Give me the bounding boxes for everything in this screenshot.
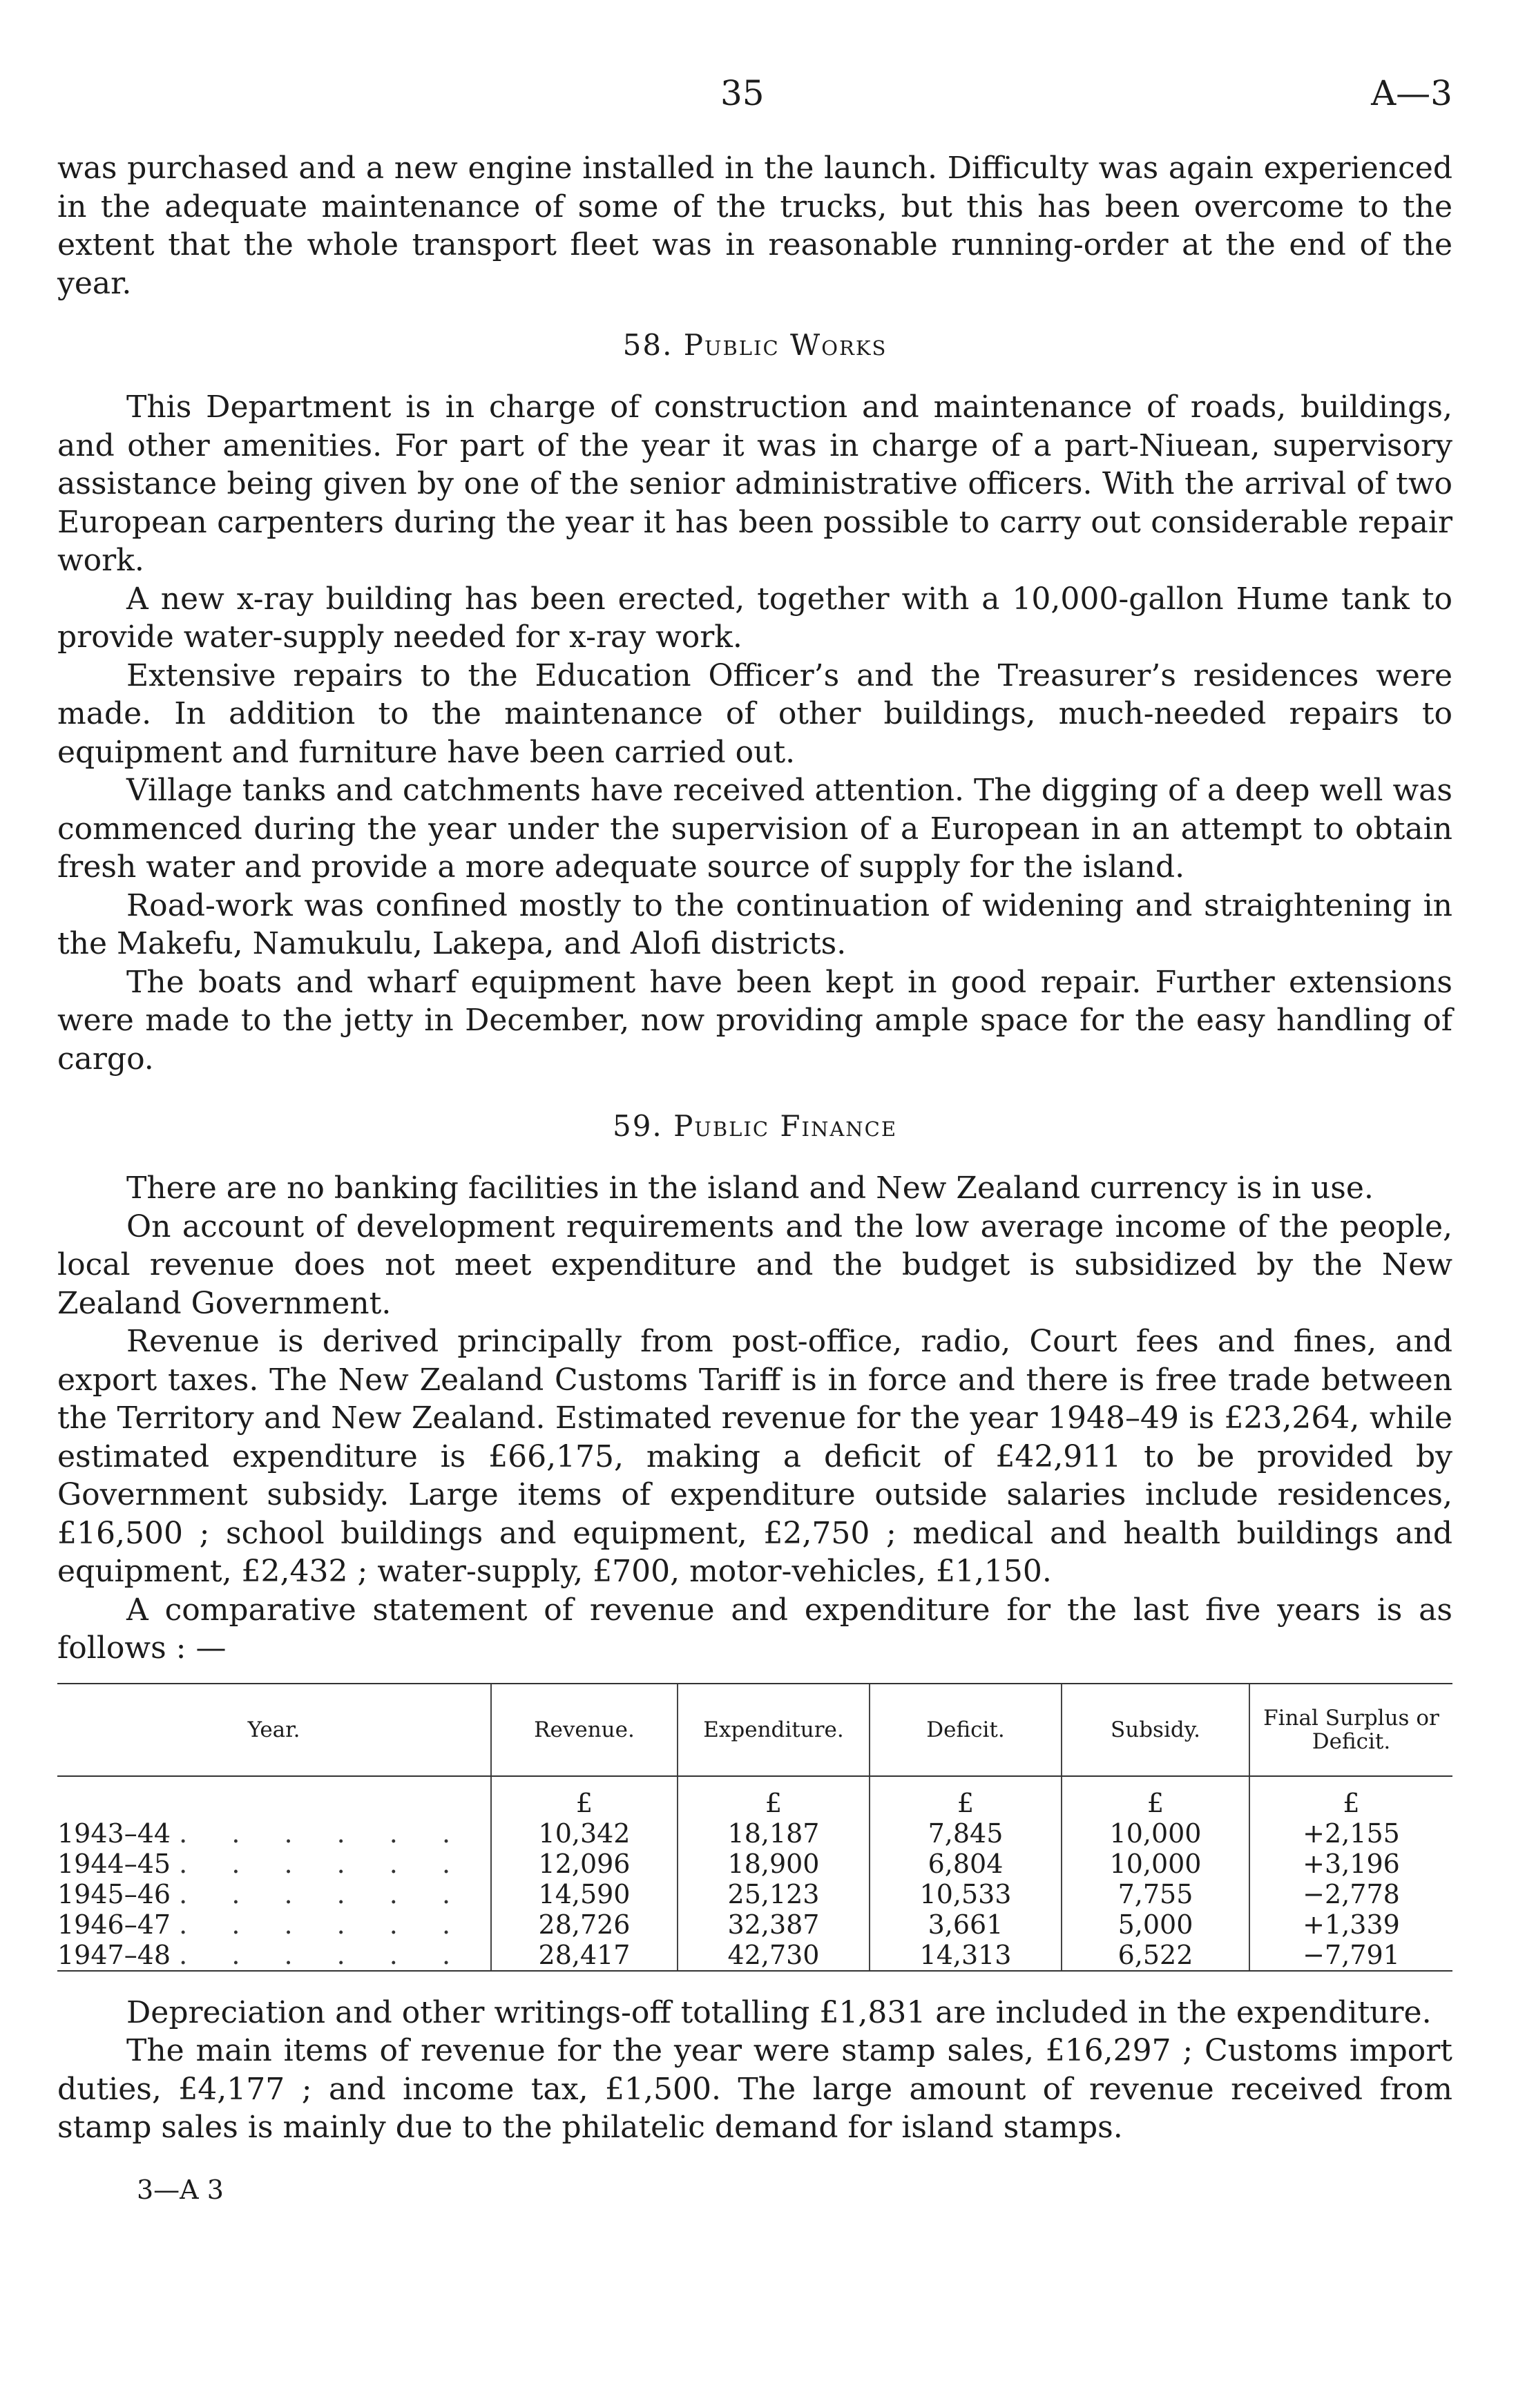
year-cell: 1944–45 . . . . . . (57, 1848, 469, 1879)
table-header-row (57, 1684, 1452, 1776)
deficit-cell: 3,661 (870, 1909, 1062, 1940)
column-header-year: Year. (57, 1684, 491, 1776)
section-59-heading: 59. Public Finance (612, 1109, 898, 1143)
year-cell: 1945–46 . . . . . . (57, 1878, 469, 1909)
table-row (57, 1909, 1452, 1940)
expenditure-cell: 25,123 (678, 1879, 870, 1909)
unit-cell: £ (678, 1776, 870, 1818)
subsidy-cell: 10,000 (1062, 1849, 1249, 1879)
table-row (57, 1879, 1452, 1909)
deficit-cell: 6,804 (870, 1849, 1062, 1879)
expenditure-cell: 42,730 (678, 1940, 870, 1971)
revenue-cell: 14,590 (491, 1879, 678, 1909)
page-footer: 3—A 3 (137, 2174, 224, 2205)
document-page (57, 66, 1452, 2205)
table-row (57, 1849, 1452, 1879)
year-cell: 1946–47 . . . . . . (57, 1909, 469, 1940)
expenditure-cell: 32,387 (678, 1909, 870, 1940)
revenue-expenditure-table (57, 1683, 1452, 1972)
revenue-cell: 28,417 (491, 1940, 678, 1971)
unit-cell: £ (870, 1776, 1062, 1818)
deficit-cell: 7,845 (870, 1818, 1062, 1849)
leader-dots: . . . . . . (179, 1818, 469, 1849)
closing-paragraph: Depreciation and other writings-off totalling £1,831 are included in the expenditure. (126, 1994, 1432, 2030)
deficit-cell: 10,533 (870, 1879, 1062, 1909)
intro-paragraph: was purchased and a new engine installed in the launch. Difficulty was again experienced in the adequate maintenance of some of the trucks, but this has been overcome to the extent that the whole transport fleet was in reasonable running-order at the end of the year. (57, 151, 1452, 301)
final-surplus-cell: −7,791 (1249, 1940, 1452, 1971)
section-58-paragraph: The boats and wharf equipment have been kept in good repair. Further extensions were made to the jetty in December, now providing ample space for the easy handling of cargo. (57, 964, 1452, 1077)
section-58-paragraph: This Department is in charge of construction and maintenance of roads, buildings, and other amenities. For part of the year it was in charge of a part-Niuean, supervisory assistance being given by one of the senior administrative officers. With the arrival of two European carpenters during the year it has been possible to carry out considerable repair work. (57, 389, 1452, 578)
revenue-cell: 28,726 (491, 1909, 678, 1940)
column-header-revenue: Revenue. (491, 1684, 678, 1776)
final-surplus-cell: +1,339 (1249, 1909, 1452, 1940)
unit-cell: £ (1062, 1776, 1249, 1818)
revenue-cell: 10,342 (491, 1818, 678, 1849)
unit-cell: £ (491, 1776, 678, 1818)
section-58-paragraph: Extensive repairs to the Education Officer’s and the Treasurer’s residences were made. In addition to the maintenance of other buildings, much-needed repairs to equipment and furniture have been carried out. (57, 657, 1452, 770)
final-surplus-cell: −2,778 (1249, 1879, 1452, 1909)
deficit-cell: 14,313 (870, 1940, 1062, 1971)
closing-paragraph: The main items of revenue for the year were stamp sales, £16,297 ; Customs import duties, £4,177 ; and income tax, £1,500. The large amount of revenue received from stamp sales is mainly due to the philatelic demand for island stamps. (57, 2033, 1452, 2145)
section-58-paragraph: A new x-ray building has been erected, together with a 10,000-gallon Hume tank to provide water-supply needed for x-ray work. (57, 581, 1452, 655)
expenditure-cell: 18,900 (678, 1849, 870, 1879)
section-58-heading: 58. Public Works (622, 328, 887, 362)
final-surplus-cell: +3,196 (1249, 1849, 1452, 1879)
final-surplus-cell: +2,155 (1249, 1818, 1452, 1849)
units-row (57, 1776, 1452, 1818)
column-header-deficit: Deficit. (870, 1684, 1062, 1776)
document-reference: A—3 (1371, 73, 1452, 113)
leader-dots: . . . . . . (179, 1848, 469, 1879)
subsidy-cell: 10,000 (1062, 1818, 1249, 1849)
leader-dots: . . . . . . (179, 1878, 469, 1909)
expenditure-cell: 18,187 (678, 1818, 870, 1849)
section-59-paragraph: Revenue is derived principally from post-office, radio, Court fees and fines, and export taxes. The New Zealand Customs Tariff is in force and there is free trade between the Territory and New Zealand. Estimated revenue for the year 1948–49 is £23,264, while estimated expenditure is £66,175, making a deficit of £42,911 to be provided by Government subsidy. Large items of expenditure outside salaries include residences, £16,500 ; school buildings and equipment, £2,750 ; medical and health buildings and equipment, £2,432 ; water-supply, £700, motor-vehicles, £1,150. (57, 1324, 1452, 1589)
column-header-expenditure: Expenditure. (678, 1684, 870, 1776)
page-number: 35 (720, 73, 765, 113)
subsidy-cell: 5,000 (1062, 1909, 1249, 1940)
unit-cell: £ (1249, 1776, 1452, 1818)
unit-cell (57, 1776, 491, 1818)
column-header-final-surplus: Final Surplus or Deficit. (1249, 1684, 1452, 1776)
section-58-paragraph: Village tanks and catchments have received attention. The digging of a deep well was commenced during the year under the supervision of a European in an attempt to obtain fresh water and provide a more adequate source of supply for the island. (57, 773, 1452, 885)
table-row (57, 1940, 1452, 1971)
year-cell: 1943–44 . . . . . . (57, 1818, 469, 1849)
column-header-subsidy: Subsidy. (1062, 1684, 1249, 1776)
section-59-paragraph: On account of development requirements and the low average income of the people, local revenue does not meet expenditure and the budget is subsidized by the New Zealand Government. (57, 1208, 1452, 1321)
subsidy-cell: 7,755 (1062, 1879, 1249, 1909)
page-header (57, 66, 1452, 149)
year-cell: 1947–48 . . . . . . (57, 1940, 491, 1971)
revenue-cell: 12,096 (491, 1849, 678, 1879)
section-59-paragraph: There are no banking facilities in the island and New Zealand currency is in use. (126, 1171, 1374, 1206)
section-58-paragraph: Road-work was confined mostly to the continuation of widening and straightening in the Makefu, Namukulu, Lakepa, and Alofi districts. (57, 887, 1452, 961)
table-row (57, 1818, 1452, 1849)
subsidy-cell: 6,522 (1062, 1940, 1249, 1971)
leader-dots: . . . . . . (179, 1909, 469, 1940)
leader-dots: . . . . . . (179, 1939, 469, 1970)
section-59-paragraph: A comparative statement of revenue and expenditure for the last five years is as follows : — (57, 1592, 1452, 1666)
